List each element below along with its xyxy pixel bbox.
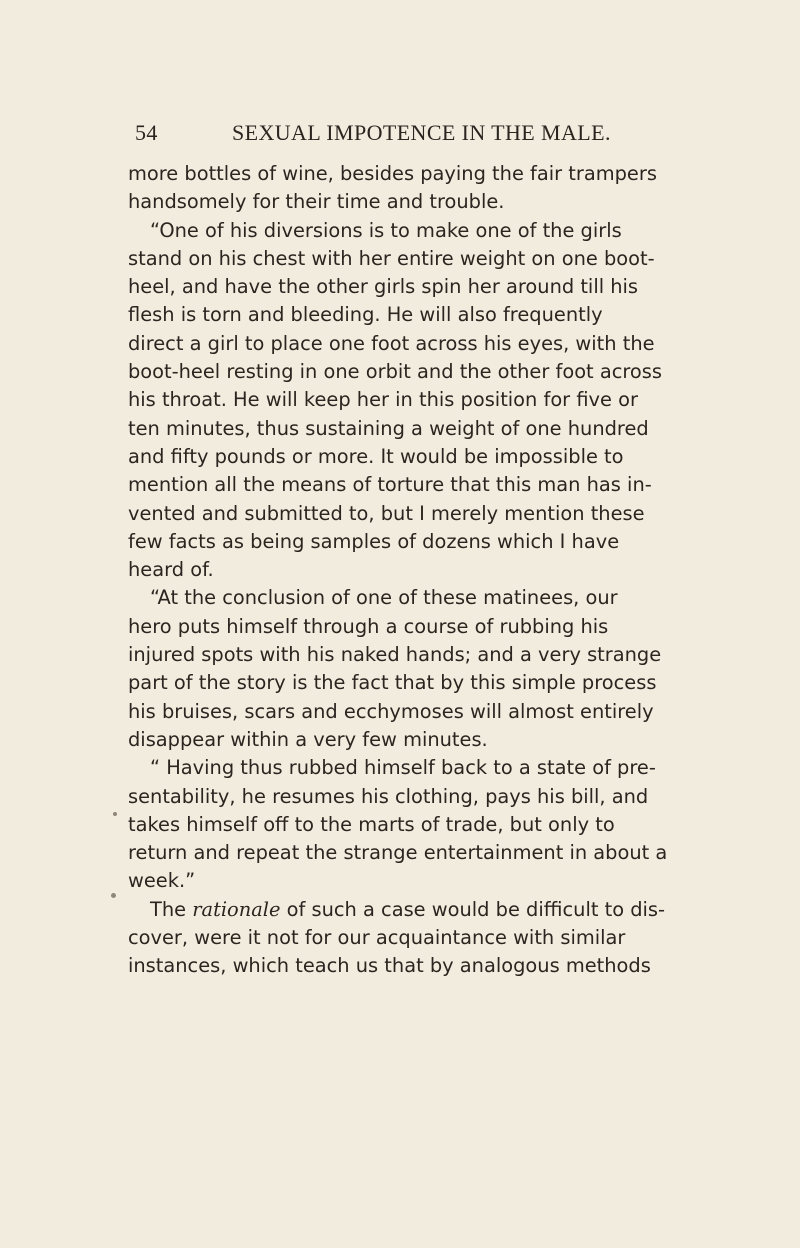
text-line: and fifty pounds or more. It would be impossible to xyxy=(128,444,624,468)
page-number: 54 xyxy=(135,120,158,145)
paragraph-start-line: “One of his diversions is to make one of the girls xyxy=(150,218,622,242)
text-line: heel, and have the other girls spin her around till his xyxy=(128,275,639,299)
paragraph-start-line xyxy=(128,896,718,924)
text-fragment: The xyxy=(150,897,193,921)
text-line: part of the story is the fact that by this simple process xyxy=(128,671,657,695)
text-line: his throat. He will keep her in this position for five or xyxy=(128,388,638,412)
paper-speck xyxy=(113,812,117,816)
text-line: handsomely for their time and trouble. xyxy=(128,190,505,214)
paragraph-start-line: “ Having thus rubbed himself back to a state of pre- xyxy=(150,756,656,780)
text-line: heard of. xyxy=(128,558,214,582)
text-line: instances, which teach us that by analogous methods xyxy=(128,954,651,978)
text-line: vented and submitted to, but I merely mention these xyxy=(128,501,645,525)
running-title: SEXUAL IMPOTENCE IN THE MALE. xyxy=(232,120,611,145)
paragraph-start-line: “At the conclusion of one of these matinees, our xyxy=(150,586,618,610)
paper-speck xyxy=(111,893,116,898)
text-line: return and repeat the strange entertainment in about a xyxy=(128,841,668,865)
text-line: week.” xyxy=(128,869,196,893)
italic-term: rationale xyxy=(192,897,281,921)
text-line: injured spots with his naked hands; and a very strange xyxy=(128,643,662,667)
running-head xyxy=(135,120,655,150)
text-line: disappear within a very few minutes. xyxy=(128,727,488,751)
text-line: sentability, he resumes his clothing, pays his bill, and xyxy=(128,784,649,808)
text-line: flesh is torn and bleeding. He will also frequently xyxy=(128,303,603,327)
text-line: few facts as being samples of dozens which I have xyxy=(128,529,620,553)
text-line: ten minutes, thus sustaining a weight of one hundred xyxy=(128,416,649,440)
text-line: his bruises, scars and ecchymoses will almost entirely xyxy=(128,699,654,723)
text-line: takes himself off to the marts of trade, but only to xyxy=(128,812,615,836)
text-line: mention all the means of torture that this man has in- xyxy=(128,473,652,497)
text-line: hero puts himself through a course of rubbing his xyxy=(128,614,609,638)
text-line: stand on his chest with her entire weight on one boot- xyxy=(128,246,655,270)
text-fragment: of such a case would be difficult to dis- xyxy=(280,897,666,921)
text-line: direct a girl to place one foot across his eyes, with the xyxy=(128,331,655,355)
text-line: boot-heel resting in one orbit and the other foot across xyxy=(128,360,662,384)
text-line: more bottles of wine, besides paying the fair trampers xyxy=(128,162,657,185)
body-text xyxy=(128,160,718,981)
text-line: cover, were it not for our acquaintance with similar xyxy=(128,926,626,950)
